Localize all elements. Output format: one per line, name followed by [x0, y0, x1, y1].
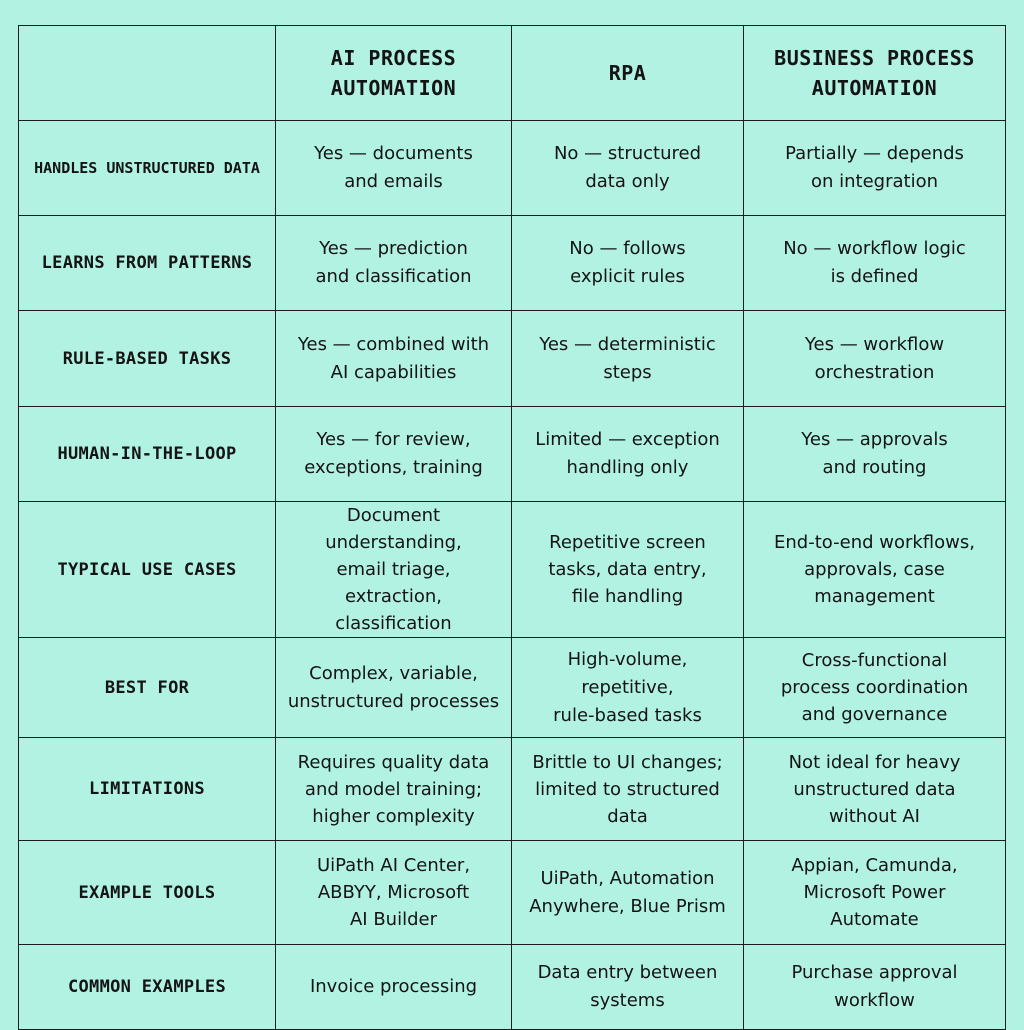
table-cell: Appian, Camunda, Microsoft Power Automate: [744, 841, 1006, 945]
row-label: RULE-BASED TASKS: [19, 311, 276, 407]
table-cell: End-to-end workflows, approvals, case management: [744, 502, 1006, 638]
table-row: [19, 216, 1006, 311]
column-header-label: AI PROCESS AUTOMATION: [330, 46, 457, 100]
corner-cell: [19, 26, 276, 121]
table-row: [19, 121, 1006, 216]
table-cell: Limited — exception handling only: [512, 407, 744, 502]
table-cell: Document understanding, email triage, extraction, classification: [276, 502, 512, 638]
table-cell: Yes — documents and emails: [276, 121, 512, 216]
table-row: [19, 638, 1006, 738]
table-cell: Purchase approval workflow: [744, 945, 1006, 1030]
table-cell: Requires quality data and model training; higher complexity: [276, 738, 512, 841]
table-row: [19, 502, 1006, 638]
header-row: [19, 26, 1006, 121]
row-label: HUMAN-IN-THE-LOOP: [19, 407, 276, 502]
table-cell: Partially — depends on integration: [744, 121, 1006, 216]
table-cell: Complex, variable, unstructured processes: [276, 638, 512, 738]
table-cell: Not ideal for heavy unstructured data without AI: [744, 738, 1006, 841]
table-cell: Yes — combined with AI capabilities: [276, 311, 512, 407]
table-row: [19, 407, 1006, 502]
table-cell: Invoice processing: [276, 945, 512, 1030]
table-cell: Data entry between systems: [512, 945, 744, 1030]
column-header-rpa: [512, 26, 744, 121]
row-label: BEST FOR: [19, 638, 276, 738]
table-cell: No — follows explicit rules: [512, 216, 744, 311]
table-cell: Brittle to UI changes; limited to structured data: [512, 738, 744, 841]
table-cell: Yes — workflow orchestration: [744, 311, 1006, 407]
table-cell: No — workflow logic is defined: [744, 216, 1006, 311]
table-row: [19, 738, 1006, 841]
column-header-label: RPA: [608, 61, 647, 85]
column-header-label: BUSINESS PROCESS AUTOMATION: [774, 46, 975, 100]
table-cell: Yes — approvals and routing: [744, 407, 1006, 502]
table-cell: Yes — prediction and classification: [276, 216, 512, 311]
table-cell: High-volume, repetitive, rule-based tasks: [512, 638, 744, 738]
table-cell: UiPath, Automation Anywhere, Blue Prism: [512, 841, 744, 945]
row-label: LIMITATIONS: [19, 738, 276, 841]
table-cell: No — structured data only: [512, 121, 744, 216]
table-cell: Yes — deterministic steps: [512, 311, 744, 407]
comparison-table: [18, 25, 1006, 1030]
table-row: [19, 945, 1006, 1030]
row-label: COMMON EXAMPLES: [19, 945, 276, 1030]
table-cell: Cross-functional process coordination and governance: [744, 638, 1006, 738]
column-header-ai-process-automation: [276, 26, 512, 121]
table-cell: UiPath AI Center, ABBYY, Microsoft AI Builder: [276, 841, 512, 945]
table-cell: Repetitive screen tasks, data entry, file handling: [512, 502, 744, 638]
row-label: LEARNS FROM PATTERNS: [19, 216, 276, 311]
column-header-business-process-automation: [744, 26, 1006, 121]
table-row: [19, 841, 1006, 945]
row-label: TYPICAL USE CASES: [19, 502, 276, 638]
table-cell: Yes — for review, exceptions, training: [276, 407, 512, 502]
table-row: [19, 311, 1006, 407]
row-label: EXAMPLE TOOLS: [19, 841, 276, 945]
row-label: HANDLES UNSTRUCTURED DATA: [19, 121, 276, 216]
